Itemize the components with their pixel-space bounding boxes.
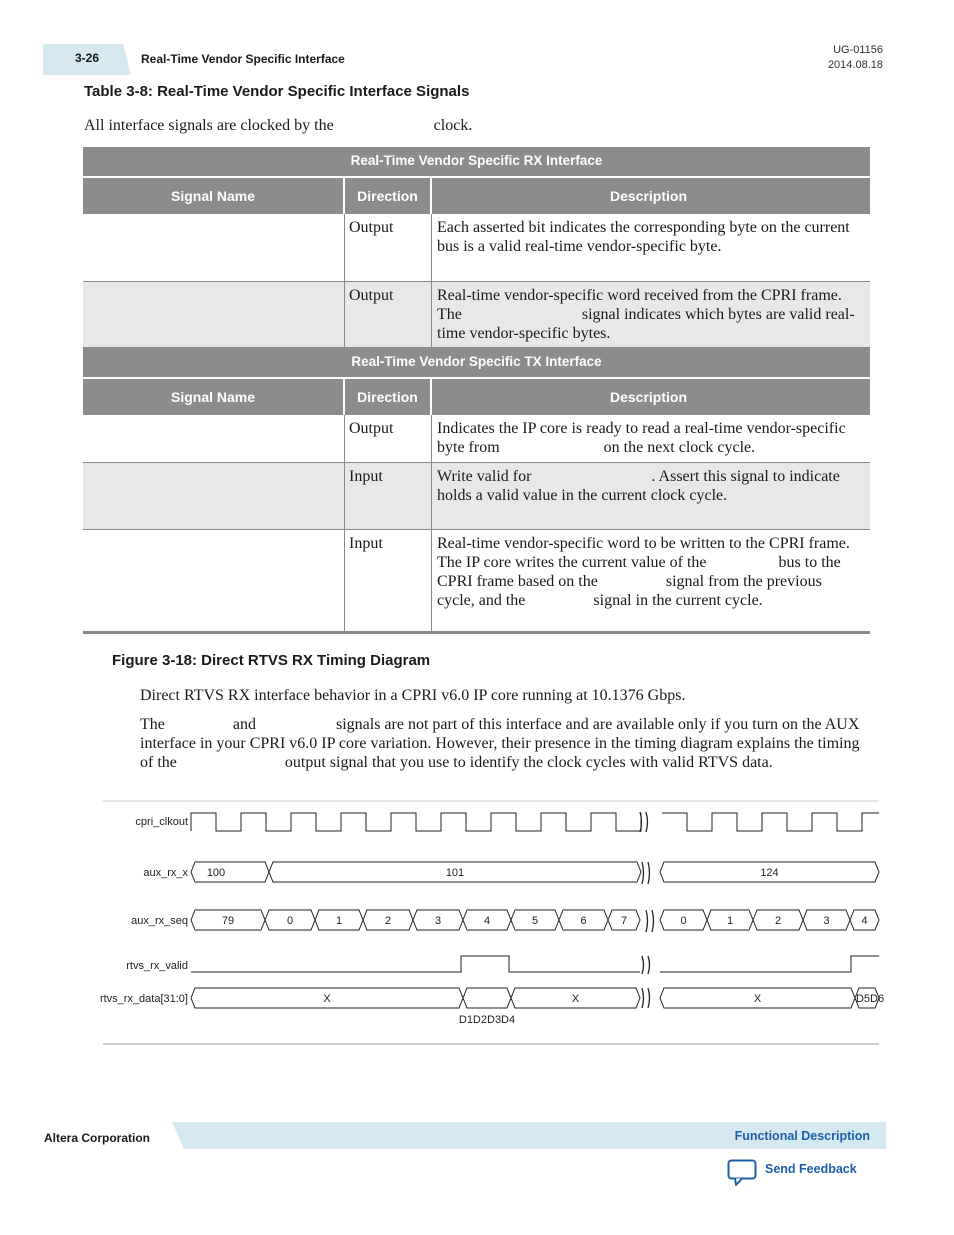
aux-rx-x-value: 101	[445, 867, 465, 879]
signal-name-cell	[83, 214, 345, 281]
break-mark	[642, 956, 650, 974]
rx-column-header	[83, 178, 870, 214]
signal-name-cell	[83, 282, 345, 347]
table-row	[83, 463, 928, 530]
table-row	[83, 415, 870, 463]
break-mark	[640, 812, 648, 832]
functional-description-link[interactable]: Functional Description	[734, 1129, 870, 1143]
aux-rx-seq-value: 4	[861, 915, 868, 927]
aux-rx-seq-value: 6	[580, 915, 587, 927]
col-description: Description	[609, 389, 687, 405]
break-mark	[642, 988, 650, 1008]
aux-rx-seq-value: 1	[335, 915, 343, 927]
doc-date: 2014.08.18	[827, 59, 883, 71]
aux-rx-seq-value: 1	[726, 915, 734, 927]
aux-rx-seq-value: 2	[774, 915, 782, 927]
direction-cell: Output	[345, 214, 432, 281]
figure-paragraph-1: Direct RTVS RX interface behavior in a CPRI v6.0 IP core running at 10.1376 Gbps.	[140, 687, 686, 704]
rtvs-rx-data-annotation: D1D2D3D4	[458, 1014, 516, 1026]
clock-waveform	[191, 813, 879, 831]
signal-label: aux_rx_x	[143, 867, 188, 879]
send-feedback-link[interactable]: Send Feedback	[765, 1162, 857, 1176]
col-direction: Direction	[345, 178, 432, 214]
signal-label: rtvs_rx_valid	[126, 960, 188, 972]
doc-info	[828, 43, 883, 73]
col-direction: Direction	[345, 379, 432, 415]
signals-table	[83, 147, 942, 634]
table-bottom-rule	[83, 631, 870, 634]
rtvs-rx-data-value: X	[753, 993, 762, 1005]
break-mark	[642, 862, 650, 884]
rtvs-rx-data-segment	[463, 988, 511, 1008]
tx-column-header	[83, 379, 870, 415]
signal-label: cpri_clkout	[135, 816, 188, 828]
signal-name-cell	[83, 463, 345, 529]
rtvs-rx-data-value: D5D6	[855, 993, 885, 1005]
table-row	[83, 214, 942, 282]
description-cell: Write valid for . Assert this signal to indicate holds a valid value in the current clock cycle.	[437, 468, 928, 504]
signal-label: rtvs_rx_data[31:0]	[99, 993, 188, 1005]
signal-name-cell	[83, 415, 345, 462]
signal-name-cell	[83, 530, 345, 631]
rtvs-rx-valid-waveform	[191, 956, 879, 972]
description-cell: Indicates the IP core is ready to read a real-time vendor-specific byte from on the next clock cycle.	[437, 420, 850, 456]
aux-rx-x-value: 124	[760, 867, 779, 879]
break-mark	[646, 910, 654, 932]
aux-rx-x-segment	[191, 862, 269, 882]
col-signal-name: Signal Name	[83, 379, 345, 415]
aux-rx-seq-value: 79	[221, 915, 235, 927]
intro-after: clock.	[433, 117, 473, 134]
intro-before: All interface signals are clocked by the	[84, 117, 334, 134]
aux-rx-seq-value: 0	[286, 915, 294, 927]
aux-rx-seq-value: 0	[680, 915, 687, 927]
timing-diagram	[99, 800, 885, 1047]
page-number: 3-26	[75, 51, 100, 65]
rtvs-rx-data-value: X	[571, 993, 580, 1005]
aux-rx-seq-value: 4	[483, 915, 491, 927]
col-signal-name: Signal Name	[83, 178, 345, 214]
table-row	[83, 282, 870, 348]
description-cell: Real-time vendor-specific word to be written to the CPRI frame. The IP core writes the current value of the bus to the CPRI frame based on the signal from the previous cycle, and the signal in the current cycle.	[437, 535, 854, 609]
direction-cell: Output	[345, 282, 432, 347]
description-cell: Each asserted bit indicates the corresponding byte on the current bus is a valid real-time vendor-specific byte.	[437, 219, 942, 255]
direction-cell: Input	[345, 530, 432, 631]
aux-rx-x-value: 100	[206, 867, 226, 879]
aux-rx-seq-value: 7	[620, 915, 628, 927]
description-cell: Real-time vendor-specific word received from the CPRI frame. The signal indicates which bytes are valid real-time vendor-specific bytes.	[437, 287, 855, 342]
signal-label: aux_rx_seq	[131, 915, 188, 927]
table-caption: Table 3-8: Real-Time Vendor Specific Interface Signals	[84, 83, 470, 100]
figure-caption: Figure 3-18: Direct RTVS RX Timing Diagram	[112, 652, 431, 669]
table-row	[83, 530, 870, 631]
rx-section-header: Real-Time Vendor Specific RX Interface	[83, 147, 870, 178]
direction-cell: Output	[345, 415, 432, 462]
aux-rx-seq-value: 2	[384, 915, 392, 927]
col-description: Description	[609, 188, 687, 204]
table-intro	[84, 117, 472, 135]
aux-rx-seq-value: 5	[531, 915, 539, 927]
figure-paragraph-2: The and signals are not part of this interface and are available only if you turn on the AUX interface in your CPRI v6.0 IP core variation. However, their presence in the timing diagram explains the timing of the output signal that you use to identify the clock cycles with valid RTVS data.	[140, 716, 864, 771]
tx-section-header: Real-Time Vendor Specific TX Interface	[83, 348, 870, 379]
aux-rx-seq-value: 3	[823, 915, 830, 927]
aux-rx-seq-value: 3	[434, 915, 442, 927]
feedback-icon[interactable]	[727, 1159, 759, 1187]
direction-cell: Input	[345, 463, 432, 529]
section-title: Real-Time Vendor Specific Interface	[141, 52, 345, 66]
rtvs-rx-data-value: X	[323, 993, 331, 1005]
doc-id: UG-01156	[833, 44, 883, 56]
company-name: Altera Corporation	[44, 1131, 151, 1145]
